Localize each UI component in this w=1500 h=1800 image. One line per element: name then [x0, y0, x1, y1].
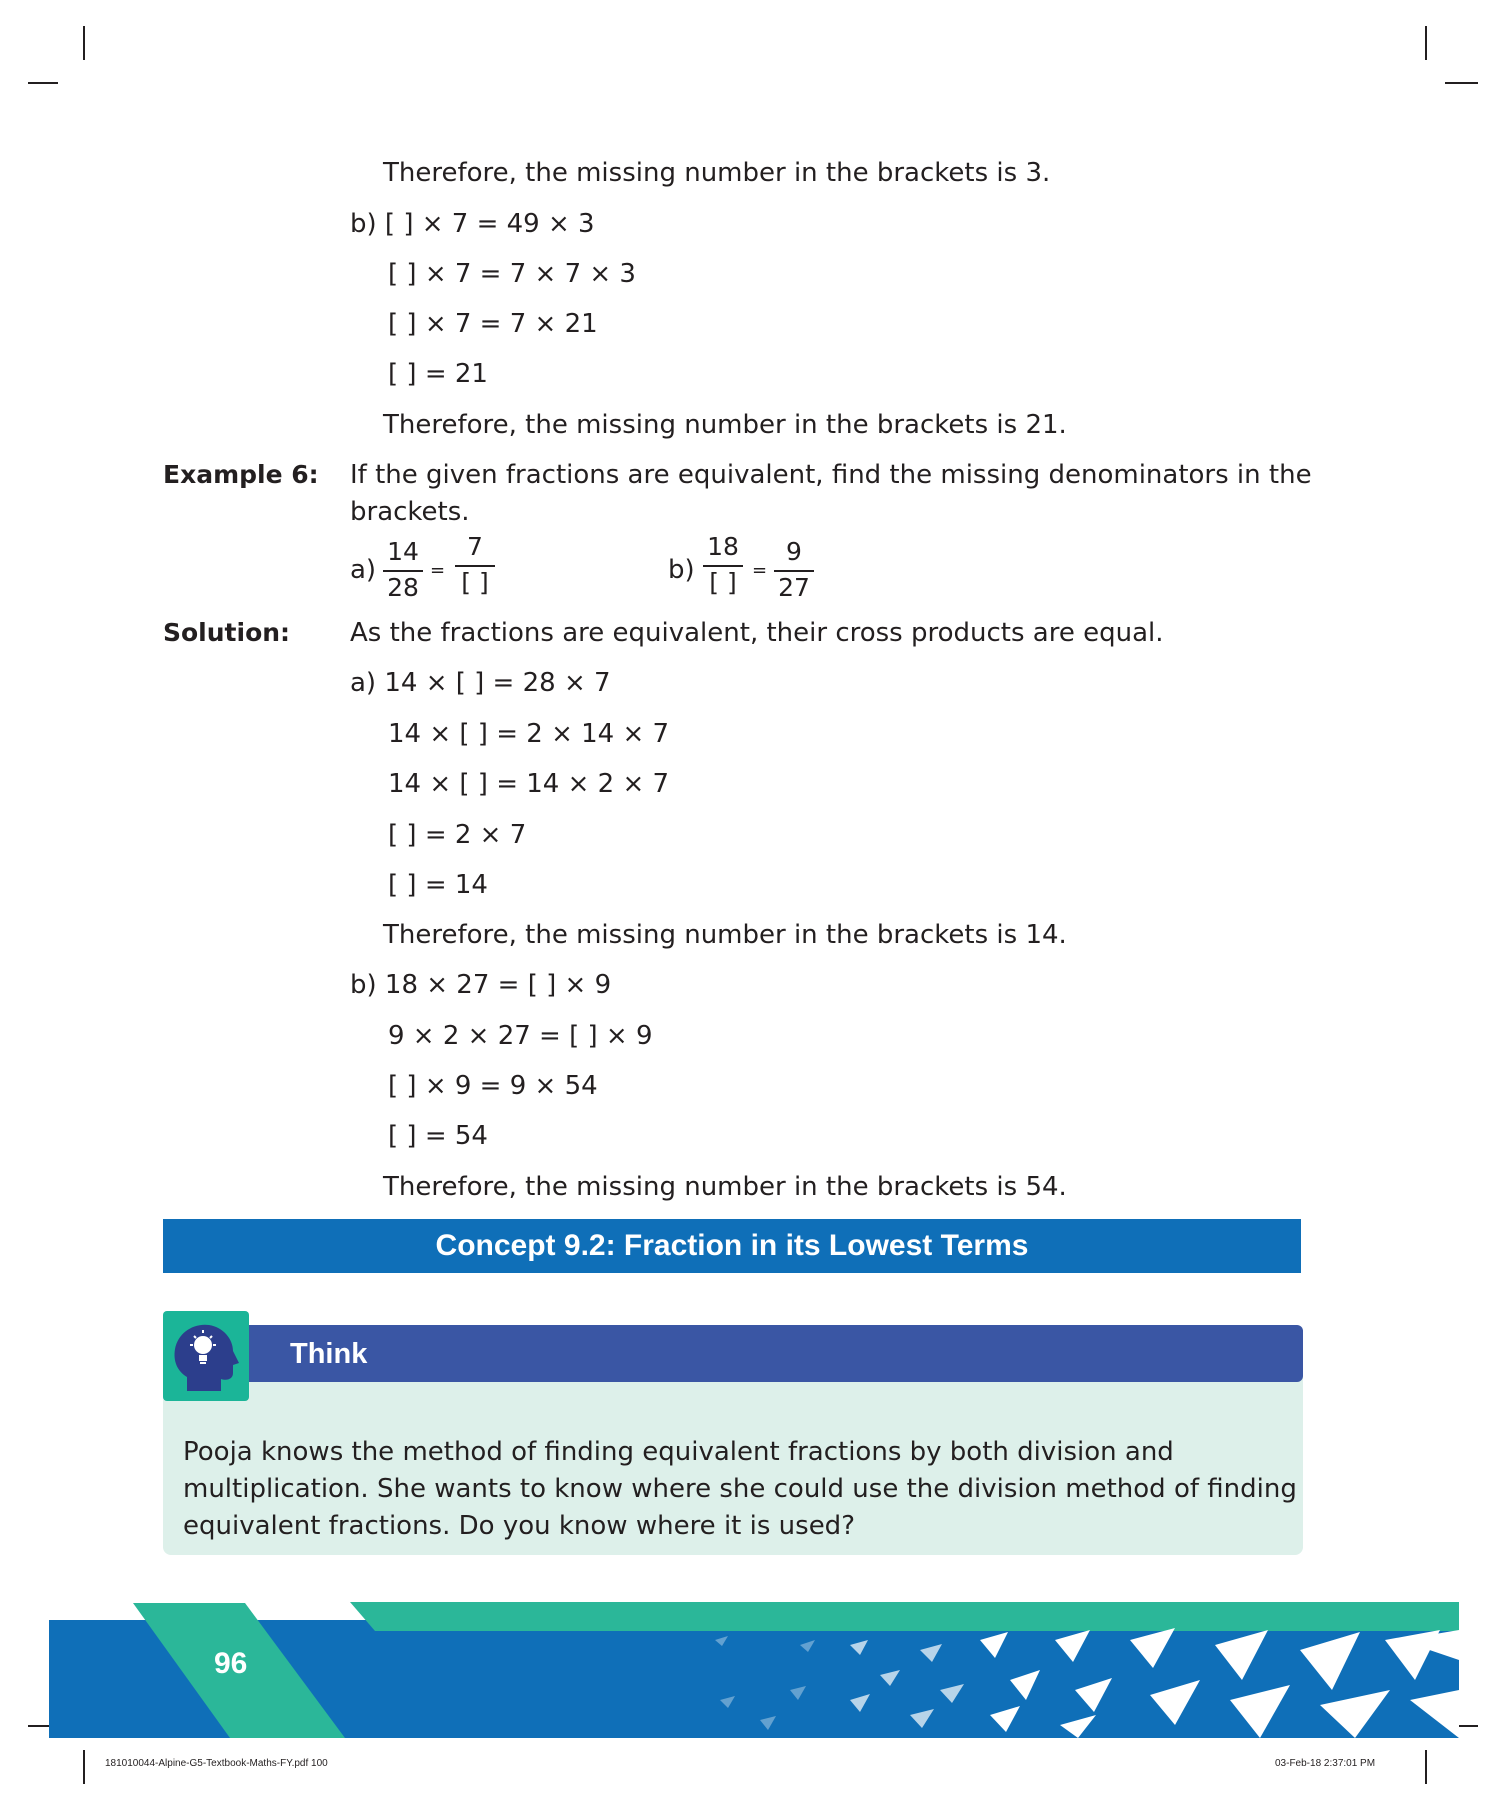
equation-line: 14 × [ ] = 2 × 14 × 7 [388, 719, 670, 749]
part-b-label: b) [668, 555, 695, 585]
conclusion-line: Therefore, the missing number in the brackets is 14. [383, 920, 1067, 950]
equals-sign: = [752, 560, 768, 581]
equation-line: a) 14 × [ ] = 28 × 7 [350, 668, 611, 698]
equation-line: 14 × [ ] = 14 × 2 × 7 [388, 769, 670, 799]
conclusion-line: Therefore, the missing number in the brackets is 54. [383, 1172, 1067, 1202]
equation-line: [ ] = 54 [388, 1121, 488, 1151]
numerator: 9 [786, 537, 802, 566]
numerator: 7 [467, 532, 483, 561]
conclusion-line: Therefore, the missing number in the brackets is 21. [383, 410, 1067, 440]
denominator: 27 [778, 573, 810, 602]
file-name: 181010044-Alpine-G5-Textbook-Maths-FY.pdf 100 [105, 1758, 328, 1769]
equation-line: b) [ ] × 7 = 49 × 3 [350, 209, 595, 239]
concept-heading: Concept 9.2: Fraction in its Lowest Terms [163, 1219, 1301, 1273]
think-text-line: equivalent fractions. Do you know where it is used? [183, 1511, 855, 1541]
page-number: 96 [214, 1647, 248, 1680]
think-text-line: multiplication. She wants to know where she could use the division method of finding [183, 1474, 1297, 1504]
timestamp: 03-Feb-18 2:37:01 PM [1275, 1758, 1376, 1769]
example-question: If the given fractions are equivalent, find the missing denominators in the [350, 460, 1312, 490]
numerator: 14 [387, 537, 419, 566]
solution-label: Solution: [163, 618, 291, 647]
equation-line: [ ] = 21 [388, 359, 488, 389]
denominator: [ ] [709, 568, 737, 597]
denominator: [ ] [461, 568, 489, 597]
example-label: Example 6: [163, 460, 319, 489]
conclusion-line: Therefore, the missing number in the brackets is 3. [383, 158, 1051, 188]
numerator: 18 [707, 532, 739, 561]
equation-line: [ ] × 7 = 7 × 7 × 3 [388, 259, 636, 289]
equation-line: [ ] × 9 = 9 × 54 [388, 1071, 598, 1101]
equation-line: b) 18 × 27 = [ ] × 9 [350, 970, 612, 1000]
equals-sign: = [430, 560, 446, 581]
denominator: 28 [387, 573, 419, 602]
equation-line: [ ] × 7 = 7 × 21 [388, 309, 598, 339]
part-a-label: a) [350, 555, 377, 585]
think-title: Think [290, 1338, 368, 1370]
think-text-line: Pooja knows the method of finding equivalent fractions by both division and [183, 1437, 1174, 1467]
equation-line: [ ] = 14 [388, 870, 488, 900]
equation-line: 9 × 2 × 27 = [ ] × 9 [388, 1021, 653, 1051]
solution-intro: As the fractions are equivalent, their cross products are equal. [350, 618, 1164, 648]
equation-line: [ ] = 2 × 7 [388, 820, 527, 850]
example-question-cont: brackets. [350, 497, 470, 527]
